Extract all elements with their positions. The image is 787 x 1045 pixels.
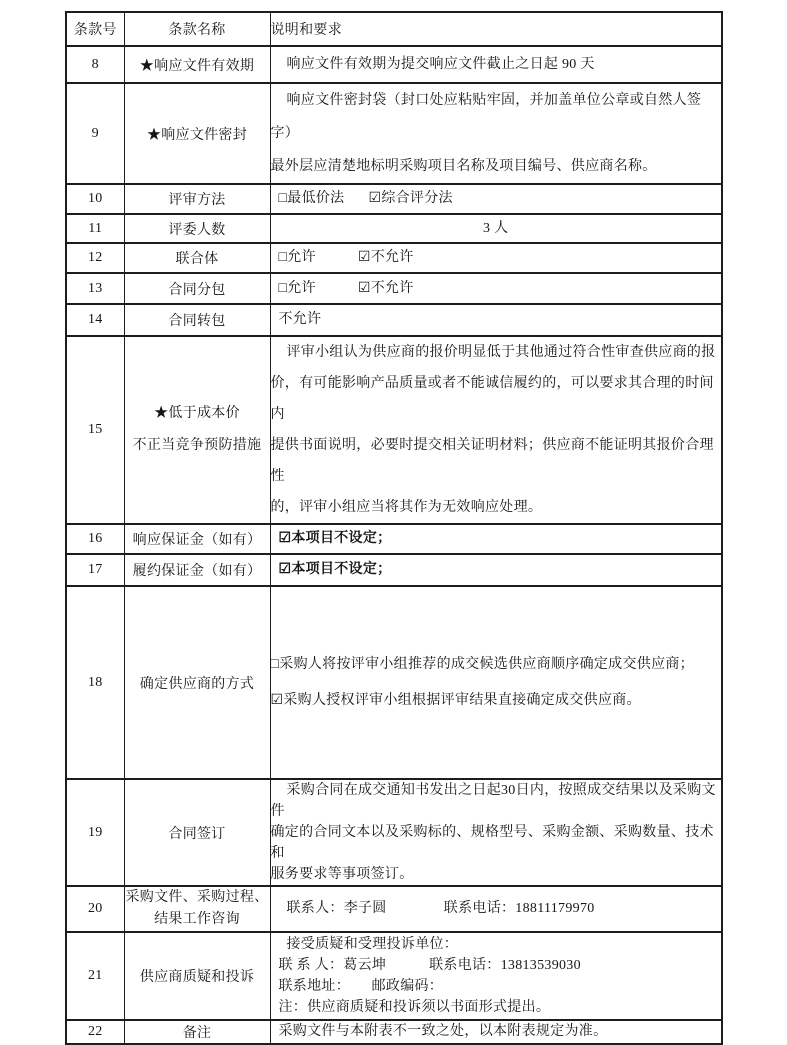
option-line [271, 247, 722, 269]
table-row [66, 214, 722, 243]
desc-line: 采购合同在成交通知书发出之日起30日内，按照成交结果以及采购文件 [270, 783, 716, 819]
checkbox-checked-icon: ☑ [278, 562, 292, 577]
clause-name-line: 不正当竞争预防措施 [132, 438, 262, 453]
table-row [66, 83, 722, 184]
option-label: 最低价法 [287, 191, 345, 206]
table-row [66, 184, 722, 214]
clause-desc [270, 586, 722, 779]
clause-name-line: 结果工作咨询 [154, 912, 240, 927]
clause-no: 9 [66, 83, 124, 184]
checkbox-checked-icon: ☑ [357, 280, 371, 296]
clause-desc [270, 304, 722, 336]
clause-name: ★响应文件有效期 [124, 46, 270, 83]
table-row [66, 304, 722, 336]
clause-desc [270, 46, 722, 83]
header-description: 说明和要求 [270, 12, 722, 46]
clause-no: 11 [66, 214, 124, 243]
option-label: 不允许 [370, 250, 414, 265]
option-line [271, 278, 722, 300]
checkbox-unchecked-icon: □ [278, 250, 288, 265]
desc-line: 接受质疑和受理投诉单位： [286, 937, 459, 952]
table-row [66, 1020, 722, 1044]
header-clause-no: 条款号 [66, 12, 124, 46]
clause-name: 合同转包 [124, 304, 270, 336]
clause-name: 评委人数 [124, 214, 270, 243]
option-label: 不允许 [370, 280, 414, 296]
clause-name: 评审方法 [124, 184, 270, 214]
clause-desc [270, 184, 722, 214]
table-header-row [66, 12, 722, 46]
clause-desc [270, 1020, 722, 1044]
clause-name: 确定供应商的方式 [124, 586, 270, 779]
clause-desc [270, 243, 722, 273]
checkbox-unchecked-icon: □ [278, 280, 288, 296]
clause-name: 合同分包 [124, 273, 270, 304]
checkbox-checked-icon: ☑ [278, 531, 292, 546]
table-row [66, 273, 722, 304]
desc-line: 最外层应清楚地标明采购项目名称及项目编号、供应商名称。 [270, 159, 657, 174]
option-line [271, 647, 722, 683]
option-label: 综合评分法 [381, 191, 453, 206]
clause-no: 10 [66, 184, 124, 214]
table-row [66, 554, 722, 586]
clause-no: 19 [66, 779, 124, 886]
checkbox-checked-icon: ☑ [270, 692, 284, 708]
desc-line: 注：供应商质疑和投诉须以书面形式提出。 [278, 1000, 551, 1015]
clause-no: 12 [66, 243, 124, 273]
clause-name: 备注 [124, 1020, 270, 1044]
clause-no: 13 [66, 273, 124, 304]
desc-bold-text: 本项目不设定； [291, 531, 392, 546]
desc-line: 的，评审小组应当将其作为无效响应处理。 [270, 500, 543, 515]
desc-line: 响应文件有效期为提交响应文件截止之日起 90 天 [286, 56, 595, 72]
desc-line: 3 人 [483, 220, 509, 236]
clause-desc [270, 214, 722, 243]
checkbox-checked-icon: ☑ [357, 250, 371, 265]
table-row [66, 243, 722, 273]
clause-name-line: ★低于成本价 [154, 406, 240, 421]
checkbox-unchecked-icon: □ [270, 656, 280, 672]
clause-name [124, 336, 270, 524]
clause-name: 履约保证金（如有） [124, 554, 270, 586]
clause-desc [270, 524, 722, 554]
option-label: 允许 [287, 250, 316, 265]
clause-name-line: 采购文件、采购过程、 [125, 890, 269, 905]
clause-no: 14 [66, 304, 124, 336]
desc-bold-text: 本项目不设定； [291, 562, 392, 577]
table-row [66, 336, 722, 524]
clause-no: 16 [66, 524, 124, 554]
option-line [271, 559, 722, 581]
clause-no: 20 [66, 886, 124, 932]
option-label: 允许 [287, 280, 316, 296]
desc-line: 不允许 [278, 312, 322, 327]
clause-no: 15 [66, 336, 124, 524]
clause-desc [270, 554, 722, 586]
clause-desc [270, 932, 722, 1020]
clause-desc [270, 273, 722, 304]
clause-name: ★响应文件密封 [124, 83, 270, 184]
desc-line: 服务要求等事项签订。 [270, 867, 414, 882]
clause-desc [270, 83, 722, 184]
option-line [271, 188, 722, 210]
clause-name: 响应保证金（如有） [124, 524, 270, 554]
clause-desc [270, 886, 722, 932]
option-label: 采购人将按评审小组推荐的成交候选供应商顺序确定成交供应商； [279, 656, 694, 672]
clause-no: 21 [66, 932, 124, 1020]
clause-desc [270, 779, 722, 886]
option-label: 采购人授权评审小组根据评审结果直接确定成交供应商。 [283, 692, 641, 708]
table-row [66, 46, 722, 83]
clause-no: 22 [66, 1020, 124, 1044]
clause-name: 联合体 [124, 243, 270, 273]
option-line [271, 683, 722, 719]
desc-line: 联系人：李子圆 联系电话：18811179970 [286, 901, 595, 916]
clause-name: 合同签订 [124, 779, 270, 886]
table-row [66, 779, 722, 886]
table-row [66, 932, 722, 1020]
clause-name: 供应商质疑和投诉 [124, 932, 270, 1020]
desc-line: 提供书面说明，必要时提交相关证明材料；供应商不能证明其报价合理性 [270, 438, 714, 484]
table-row [66, 886, 722, 932]
desc-line: 确定的合同文本以及采购标的、规格型号、采购金额、采购数量、技术和 [270, 825, 714, 861]
desc-line: 响应文件密封袋（封口处应粘贴牢固，并加盖单位公章或自然人签字） [270, 93, 702, 141]
table-row [66, 524, 722, 554]
table-row [66, 586, 722, 779]
desc-line: 采购文件与本附表不一致之处，以本附表规定为准。 [278, 1024, 608, 1039]
clause-no: 8 [66, 46, 124, 83]
option-line [271, 528, 722, 550]
clause-no: 18 [66, 586, 124, 779]
clauses-table [65, 11, 723, 1045]
clause-name [124, 886, 270, 932]
header-clause-name: 条款名称 [124, 12, 270, 46]
clause-desc [270, 336, 722, 524]
desc-line: 联 系 人：葛云坤 联系电话：13813539030 [278, 958, 581, 973]
checkbox-checked-icon: ☑ [368, 191, 382, 206]
desc-line: 联系地址： 邮政编码： [278, 979, 444, 994]
clause-no: 17 [66, 554, 124, 586]
desc-line: 评审小组认为供应商的报价明显低于其他通过符合性审查供应商的报 [286, 345, 716, 360]
desc-line: 价，有可能影响产品质量或者不能诚信履约的，可以要求其合理的时间内 [270, 376, 714, 422]
checkbox-unchecked-icon: □ [278, 191, 288, 206]
